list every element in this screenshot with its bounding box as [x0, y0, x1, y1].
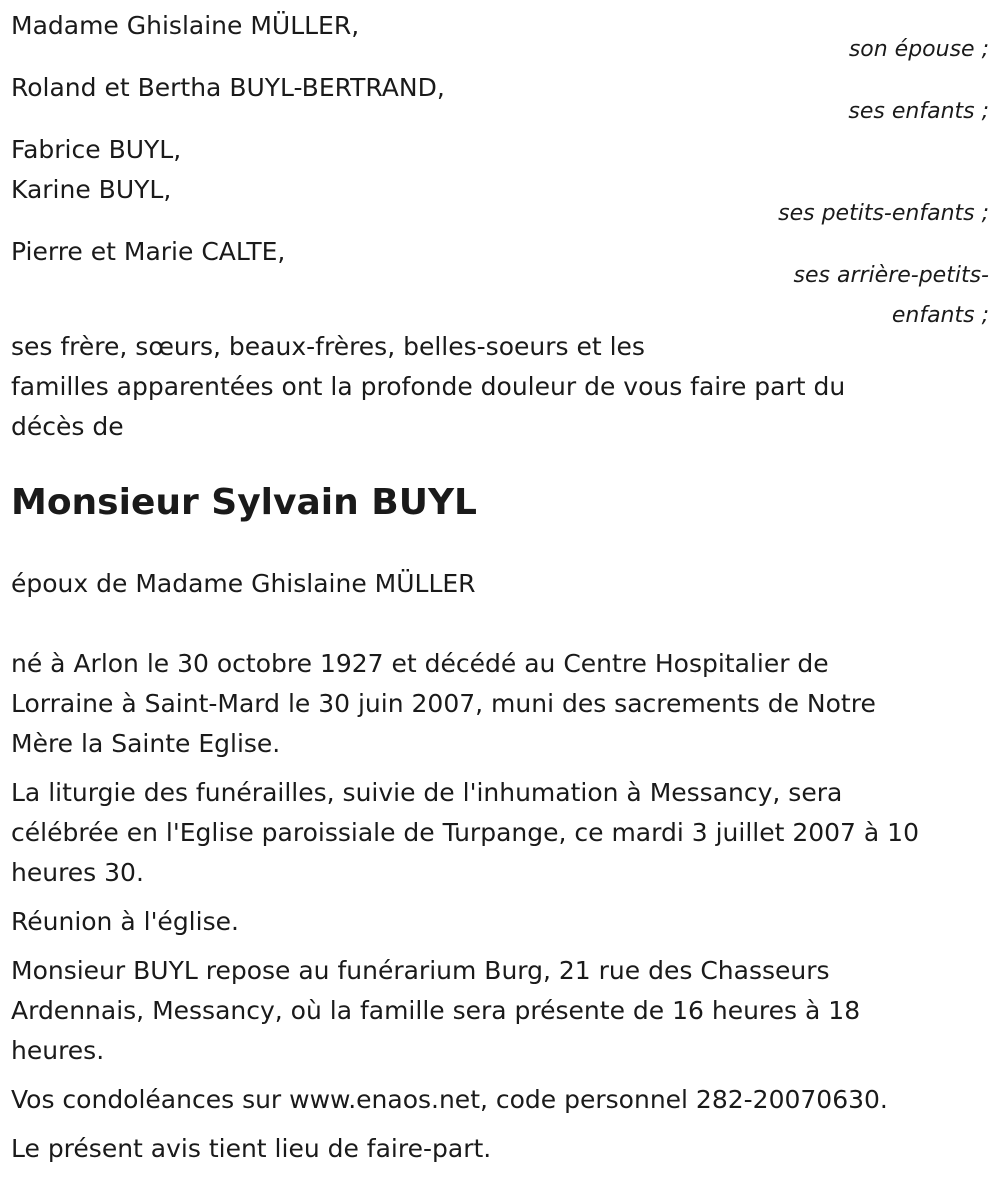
- intro-block: [11, 263, 990, 447]
- family-name: Madame Ghislaine MÜLLER,: [11, 11, 360, 40]
- intro-line: décès de: [11, 412, 124, 441]
- paragraph-line: célébrée en l'Eglise paroissiale de Turpange, ce mardi 3 juillet 2007 à 10: [11, 818, 919, 847]
- paragraph-line: Réunion à l'église.: [11, 907, 239, 936]
- family-relation: son épouse ;: [848, 37, 989, 62]
- paragraph-line: Le présent avis tient lieu de faire-part.: [11, 1134, 492, 1163]
- paragraph-line: Vos condoléances sur www.enaos.net, code personnel 282-20070630.: [11, 1085, 888, 1114]
- paragraph-line: Mère la Sainte Eglise.: [11, 729, 281, 758]
- detail-paragraph: [11, 951, 990, 1071]
- family-relation: ses enfants ;: [848, 99, 989, 124]
- detail-paragraph: [11, 1080, 990, 1120]
- paragraph-line: heures.: [11, 1036, 105, 1065]
- relation-line: ses arrière-petits-: [793, 263, 989, 288]
- family-relation: ses petits-enfants ;: [778, 201, 989, 226]
- spouse-line: époux de Madame Ghislaine MÜLLER: [11, 569, 476, 598]
- paragraph-line: Lorraine à Saint-Mard le 30 juin 2007, muni des sacrements de Notre: [11, 689, 876, 718]
- family-name: Karine BUYL,: [11, 175, 172, 204]
- detail-paragraph: [11, 773, 990, 893]
- family-name: Roland et Bertha BUYL-BERTRAND,: [11, 73, 445, 102]
- family-name: Fabrice BUYL,: [11, 135, 182, 164]
- paragraph-line: La liturgie des funérailles, suivie de l'inhumation à Messancy, sera: [11, 778, 843, 807]
- paragraph-line: Monsieur BUYL repose au funérarium Burg, 21 rue des Chasseurs: [11, 956, 830, 985]
- relation-line: enfants ;: [891, 303, 989, 328]
- detail-paragraph: [11, 644, 990, 764]
- paragraph-line: heures 30.: [11, 858, 144, 887]
- family-relation: [794, 256, 989, 336]
- family-name: Pierre et Marie CALTE,: [11, 237, 286, 266]
- paragraph-line: Ardennais, Messancy, où la famille sera présente de 16 heures à 18: [11, 996, 861, 1025]
- detail-paragraph: [11, 1129, 990, 1169]
- family-list: [11, 0, 990, 272]
- paragraph-line: né à Arlon le 30 octobre 1927 et décédé au Centre Hospitalier de: [11, 649, 829, 678]
- details: [11, 644, 990, 1169]
- detail-paragraph: [11, 902, 990, 942]
- intro-line: ses frère, sœurs, beaux-frères, belles-soeurs et les: [11, 332, 645, 361]
- deceased-name: Monsieur Sylvain BUYL: [11, 482, 477, 523]
- intro-line: familles apparentées ont la profonde douleur de vous faire part du: [11, 372, 846, 401]
